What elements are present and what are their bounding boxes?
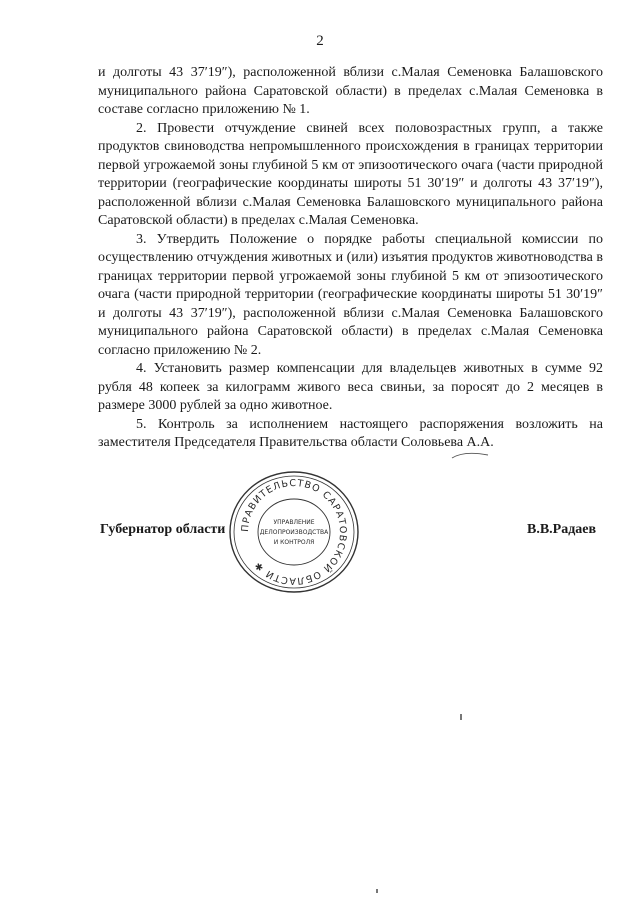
signature-title: Губернатор области: [100, 522, 226, 537]
paragraph-item-4: 4. Установить размер компенсации для владельцев животных в сумме 92 рубля 48 копеек за килограмм живого веса свиньи, за поросят до 2 месяцев в размере 3000 рублей за одно животное.: [98, 361, 603, 413]
svg-text:И КОНТРОЛЯ: И КОНТРОЛЯ: [273, 539, 315, 546]
paragraph-continuation: и долготы 43 37′19″), расположенной вблизи с.Малая Семеновка Балашовского муниципального района Саратовской области) в пределах с.Малая Семеновка в составе согласно приложению № 1.: [98, 65, 603, 117]
signature-name: В.В.Радаев: [527, 522, 597, 537]
page-number: 2: [316, 33, 324, 49]
svg-text:УПРАВЛЕНИЕ: УПРАВЛЕНИЕ: [273, 519, 315, 526]
handwritten-mark: [450, 450, 490, 462]
official-seal-stamp: [226, 468, 362, 596]
paragraph-item-5: 5. Контроль за исполнением настоящего распоряжения возложить на заместителя Председателя Правительства области Соловьева А.А.: [98, 416, 603, 450]
scan-speck: [376, 889, 378, 893]
paragraph-item-3: 3. Утвердить Положение о порядке работы специальной комиссии по осуществлению отчуждения животных и (или) изъятия продуктов животноводства в границах территории первой угрожаемой зоны глубиной 5 км от эпизоотического очага (части природной территории (географические координаты широты 51 30′19″ и долготы 43 37′19″), расположенной вблизи с.Малая Семеновка Балашовского муниципального района Саратовской области) в пределах с.Малая Семеновка согласно приложению № 2.: [98, 231, 603, 358]
document-body: [98, 64, 603, 453]
scan-speck: [460, 714, 462, 720]
svg-text:ДЕЛОПРОИЗВОДСТВА: ДЕЛОПРОИЗВОДСТВА: [259, 529, 329, 536]
svg-text:ПРАВИТЕЛЬСТВО САРАТОВСКОЙ ОБЛА: ПРАВИТЕЛЬСТВО САРАТОВСКОЙ ОБЛАСТИ ✱: [239, 477, 349, 587]
paragraph-item-2: 2. Провести отчуждение свиней всех половозрастных групп, а также продуктов свиноводства непромышленного происхождения в границах территории первой угрожаемой зоны глубиной 5 км от эпизоотического очага (части природной территории (географические координаты широты 51 30′19″ и долготы 43 37′19″), расположенной вблизи с.Малая Семеновка Балашовского муниципального района Саратовской области) в пределах с.Малая Семеновка.: [98, 120, 603, 228]
